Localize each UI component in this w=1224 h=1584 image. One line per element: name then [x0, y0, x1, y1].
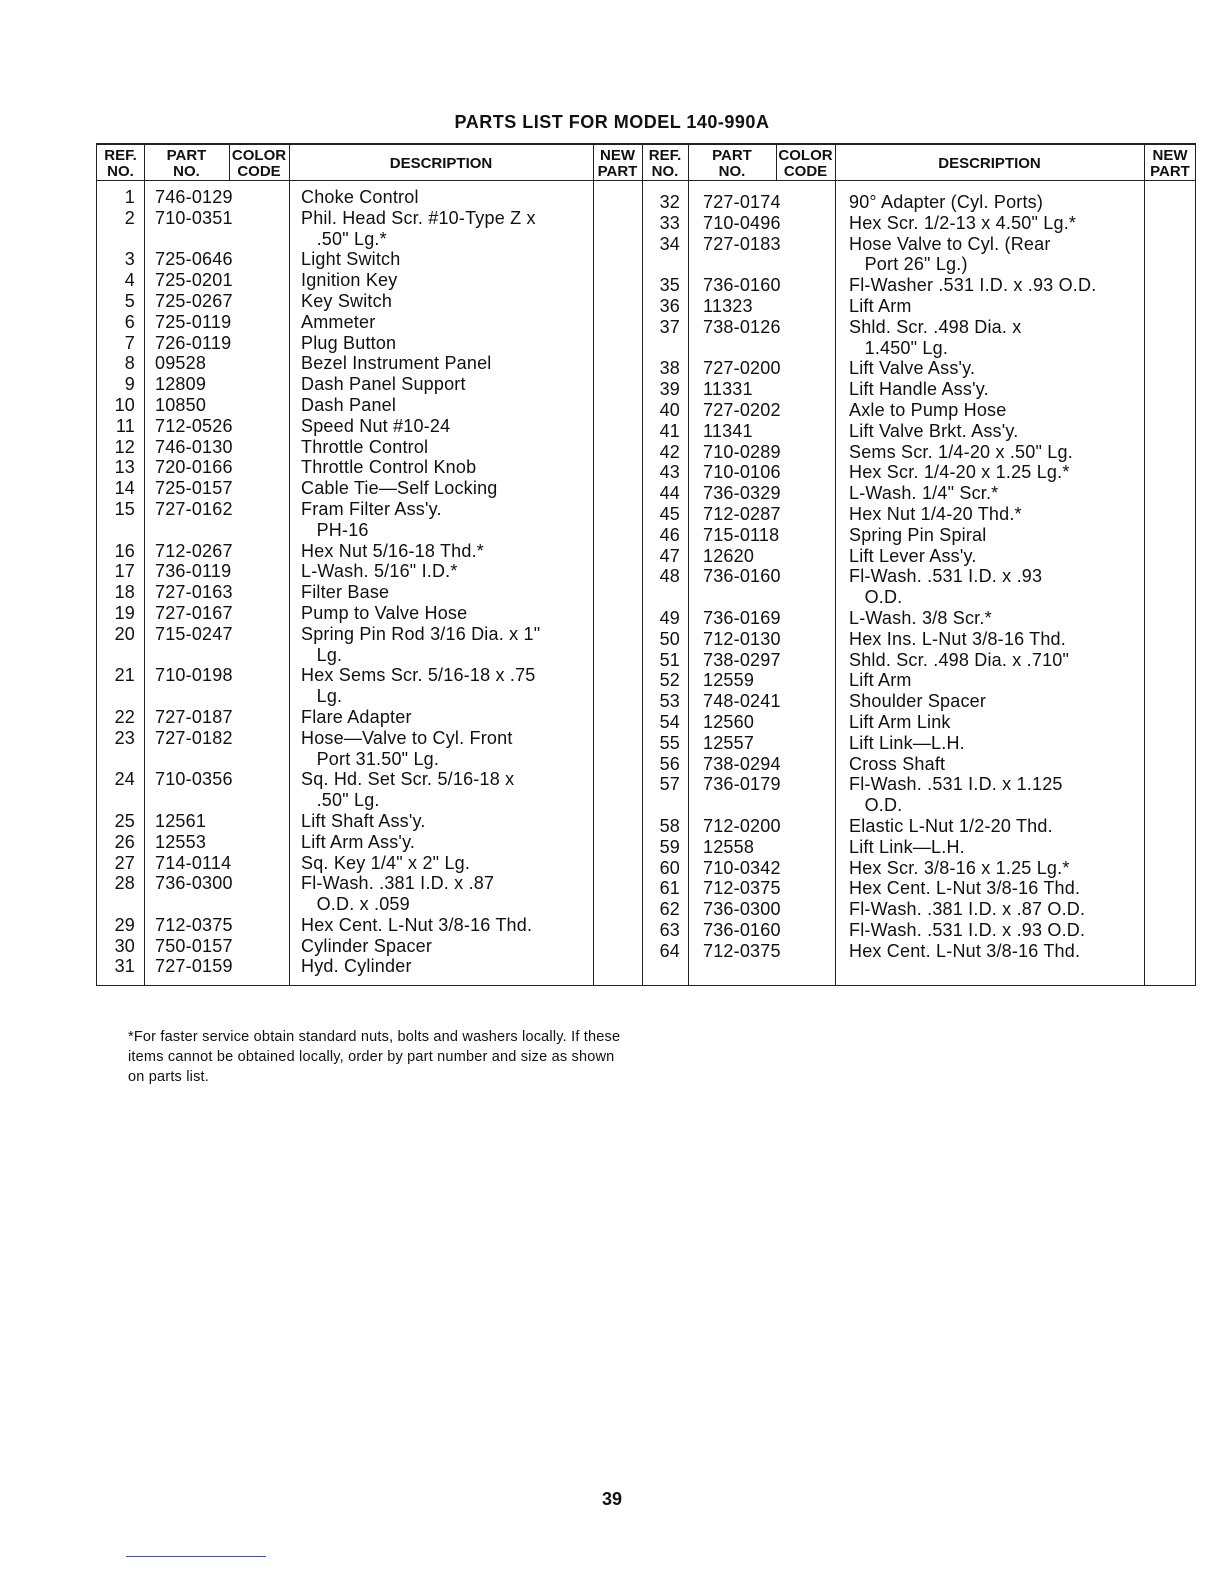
header-color-code-right	[776, 147, 835, 181]
header-new-bottom: PART	[1150, 163, 1190, 180]
col-divider	[593, 145, 594, 985]
header-ref-bottom: NO.	[107, 163, 134, 180]
left-ref-column: 1 2 3 4 5 6 7 8 9 10 11 12 13 14 15 16 17 18 19 20 21 22 23 24 25 26 27 28 29 30 31	[114, 187, 135, 977]
header-part-top: PART	[166, 147, 207, 164]
header-ref-top: REF.	[104, 147, 137, 164]
right-description-column: 90° Adapter (Cyl. Ports) Hex Scr. 1/2-13 x 4.50" Lg.* Hose Valve to Cyl. (Rear Port 26" Lg.) Fl-Washer .531 I.D. x .93 O.D. Lift Arm Shld. Scr. .498 Dia. x 1.450" Lg. Lift Valve Ass'y. Lift Handle Ass'y. Axle to Pump Hose Lift Valve Brkt. Ass'y. Sems Scr. 1/4-20 x .50" Lg. Hex Scr. 1/4-20 x 1.25 Lg.* L-Wash. 1/4" Scr.* Hex Nut 1/4-20 Thd.* Spring Pin Spiral Lift Lever Ass'y. Fl-Wash. .531 I.D. x .93 O.D. L-Wash. 3/8 Scr.* Hex Ins. L-Nut 3/8-16 Thd. Shld. Scr. .498 Dia. x .710" Lift Arm Shoulder Spacer Lift Arm Link Lift Link—L.H. Cross Shaft Fl-Wash. .531 I.D. x 1.125 O.D. Elastic L-Nut 1/2-20 Thd. Lift Link—L.H. Hex Scr. 3/8-16 x 1.25 Lg.* Hex Cent. L-Nut 3/8-16 Thd. Fl-Wash. .381 I.D. x .87 O.D. Fl-Wash. .531 I.D. x .93 O.D. Hex Cent. L-Nut 3/8-16 Thd.	[849, 192, 1097, 961]
col-divider	[144, 145, 145, 985]
header-ref-no	[97, 147, 144, 181]
bottom-rule	[126, 1556, 266, 1557]
header-description-right: DESCRIPTION	[938, 155, 1041, 172]
col-divider	[289, 145, 290, 985]
parts-table	[96, 143, 1196, 986]
col-divider	[688, 145, 689, 985]
header-new-part	[593, 147, 642, 181]
right-ref-column: 32 33 34 35 36 37 38 39 40 41 42 43 44 45 46 47 48 49 50 51 52 53 54 55 56 57 58 59 60 61 62 63 64	[659, 192, 680, 961]
header-new-part-right	[1144, 147, 1196, 181]
header-color-bottom: CODE	[783, 163, 828, 180]
footnote: *For faster service obtain standard nuts, bolts and washers locally. If these items cannot be obtained locally, order by part number and size as shown on parts list.	[128, 1029, 621, 1085]
header-part-no-right	[688, 147, 776, 181]
header-color-code	[229, 147, 289, 181]
header-new-bottom: PART	[597, 163, 638, 180]
header-new-top: NEW	[1152, 147, 1188, 164]
header-description: DESCRIPTION	[389, 155, 493, 172]
header-color-top: COLOR	[231, 147, 287, 164]
header-color-bottom: CODE	[237, 163, 281, 180]
header-part-no	[144, 147, 229, 181]
col-divider	[835, 145, 836, 985]
left-part-column: 746-0129 710-0351 725-0646 725-0201 725-0267 725-0119 726-0119 09528 12809 10850 712-0526 746-0130 720-0166 725-0157 727-0162 712-0267 736-0119 727-0163 727-0167 715-0247 710-0198 727-0187 727-0182 710-0356 12561 12553 714-0114 736-0300 712-0375 750-0157 727-0159	[155, 187, 233, 977]
header-ref-no-right	[642, 147, 688, 181]
header-ref-top: REF.	[648, 147, 682, 164]
header-ref-bottom: NO.	[651, 163, 679, 180]
page-title: PARTS LIST FOR MODEL 140-990A	[454, 112, 770, 132]
header-color-top: COLOR	[778, 147, 833, 164]
page-number: 39	[601, 1489, 623, 1509]
left-description-column: Choke Control Phil. Head Scr. #10-Type Z x .50" Lg.* Light Switch Ignition Key Key Switch Ammeter Plug Button Bezel Instrument Panel Dash Panel Support Dash Panel Speed Nut #10-24 Throttle Control Throttle Control Knob Cable Tie—Self Locking Fram Filter Ass'y. PH-16 Hex Nut 5/16-18 Thd.* L-Wash. 5/16" I.D.* Filter Base Pump to Valve Hose Spring Pin Rod 3/16 Dia. x 1" Lg. Hex Sems Scr. 5/16-18 x .75 Lg. Flare Adapter Hose—Valve to Cyl. Front Port 31.50" Lg. Sq. Hd. Set Scr. 5/16-18 x .50" Lg. Lift Shaft Ass'y. Lift Arm Ass'y. Sq. Key 1/4" x 2" Lg. Fl-Wash. .381 I.D. x .87 O.D. x .059 Hex Cent. L-Nut 3/8-16 Thd. Cylinder Spacer Hyd. Cylinder	[301, 187, 541, 977]
header-part-bottom: NO.	[173, 163, 200, 180]
header-part-bottom: NO.	[718, 163, 746, 180]
right-part-column: 727-0174 710-0496 727-0183 736-0160 11323 738-0126 727-0200 11331 727-0202 11341 710-0289 710-0106 736-0329 712-0287 715-0118 12620 736-0160 736-0169 712-0130 738-0297 12559 748-0241 12560 12557 738-0294 736-0179 712-0200 12558 710-0342 712-0375 736-0300 736-0160 712-0375	[703, 192, 781, 961]
header-part-top: PART	[712, 147, 752, 164]
col-divider	[1144, 145, 1145, 985]
header-new-top: NEW	[600, 147, 635, 164]
